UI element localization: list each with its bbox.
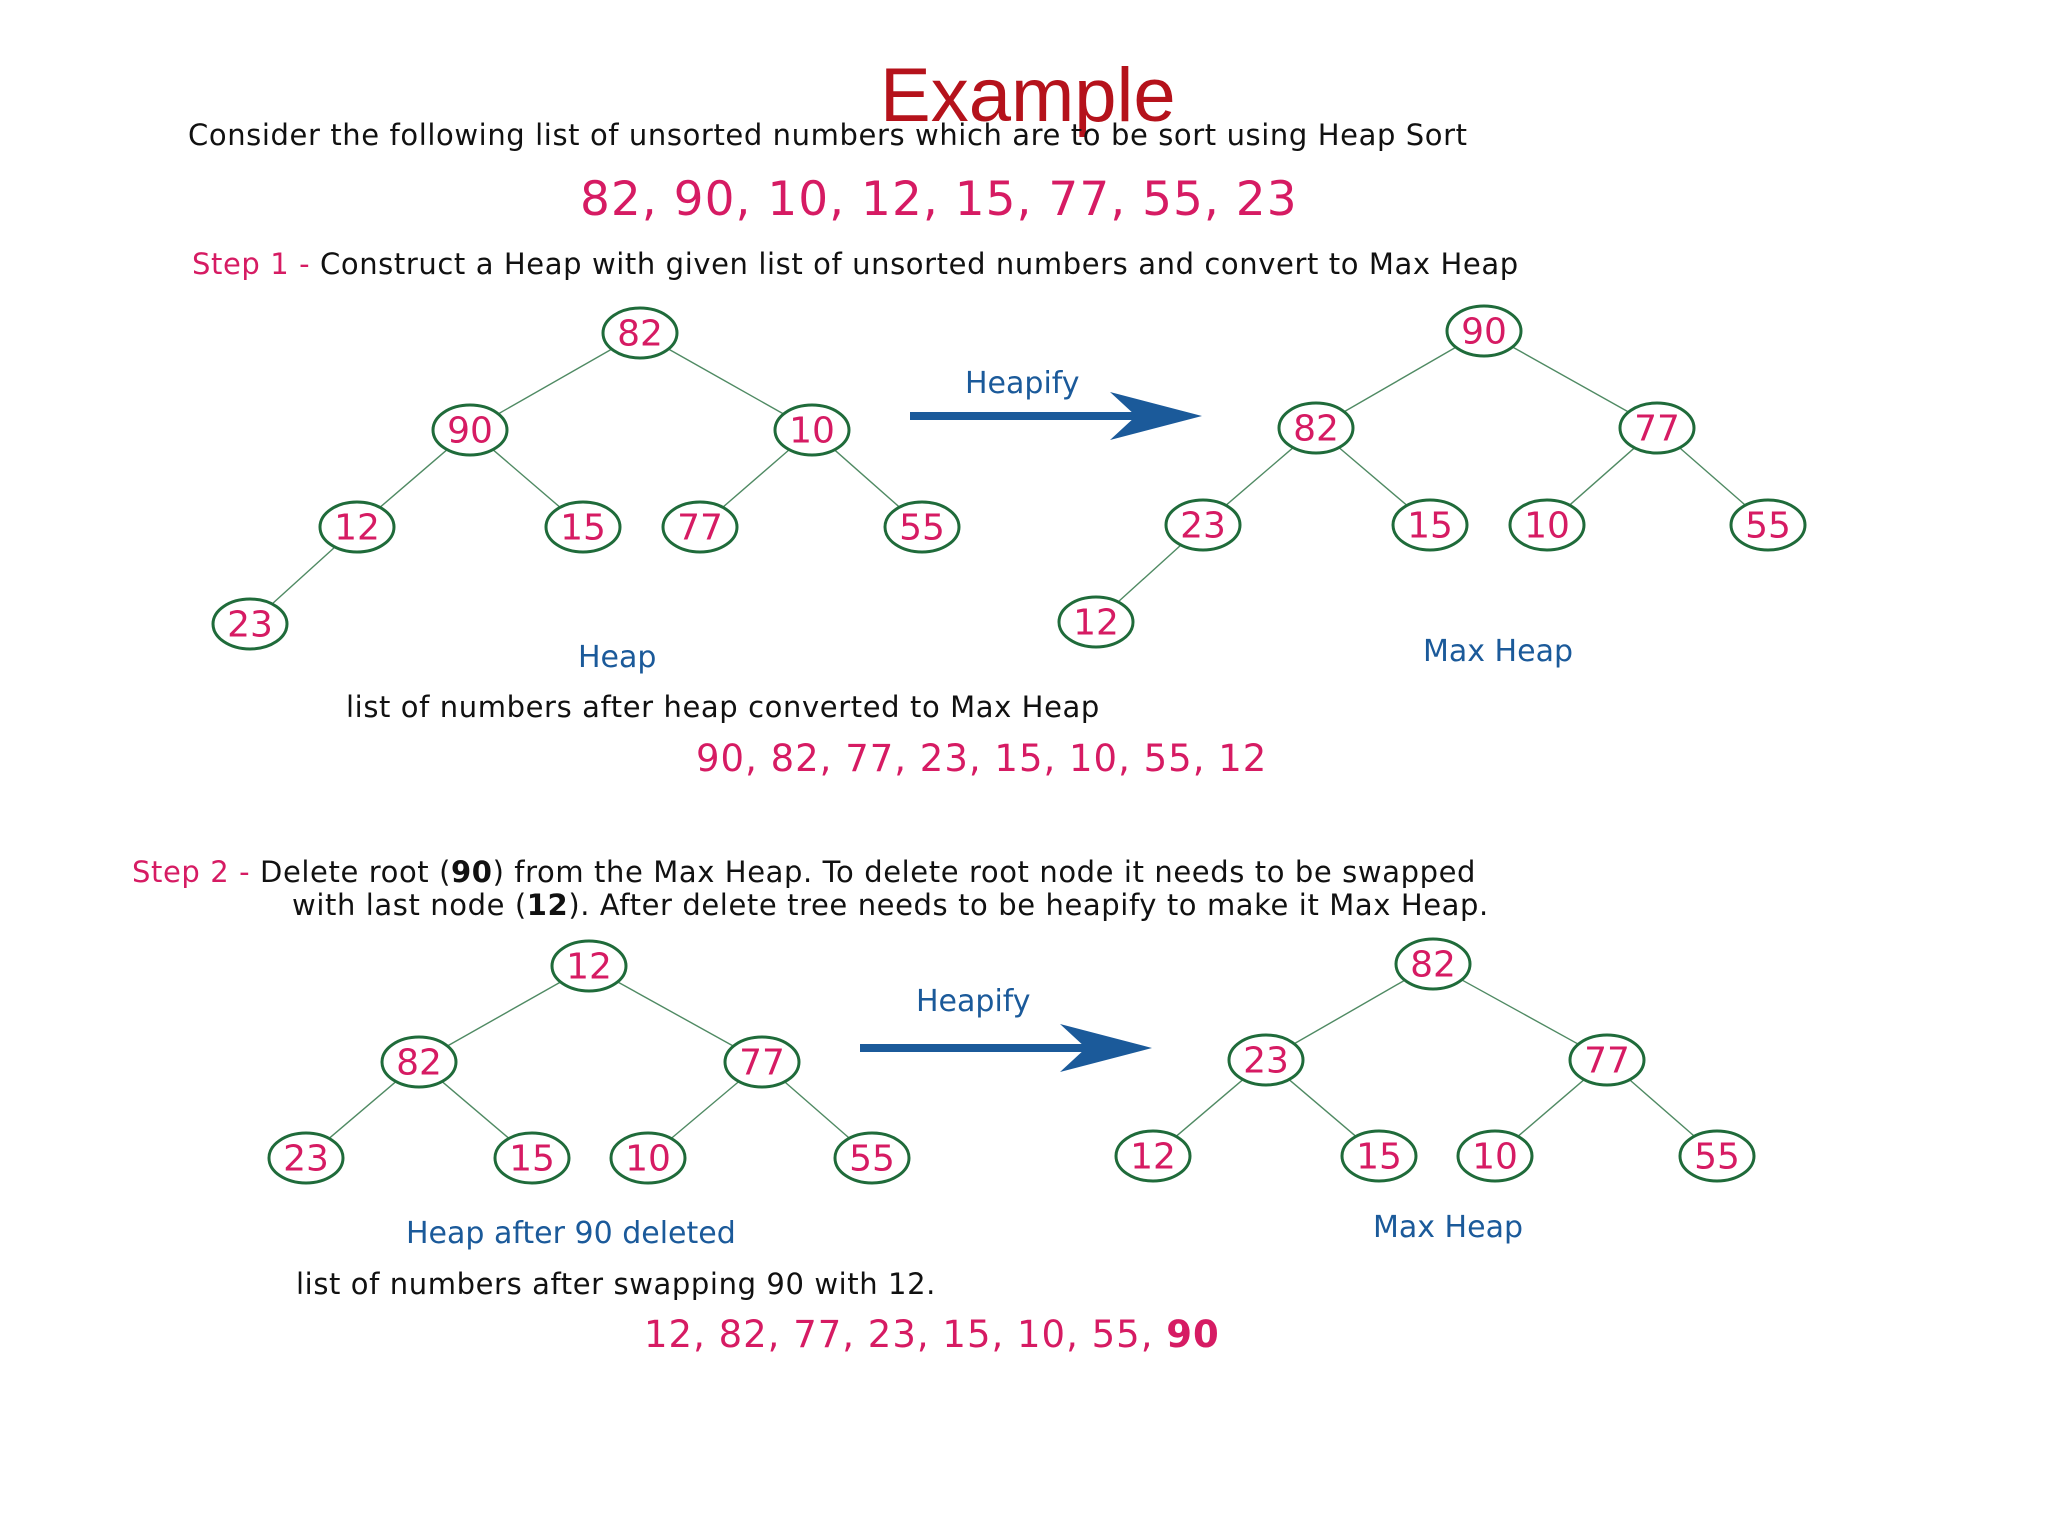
step2-right-node-15	[1342, 1131, 1416, 1181]
step2-left-node-12	[552, 941, 626, 991]
step1-arrow-label: Heapify	[965, 366, 1080, 401]
step2-right-node-82	[1396, 939, 1470, 989]
step1-left-node-82	[603, 308, 677, 358]
step2-line1-pre: Delete root (	[260, 855, 451, 889]
step1-right-node-12	[1059, 597, 1133, 647]
step1-left-node-77	[663, 502, 737, 552]
step1-right-edge	[1507, 344, 1635, 416]
node-value: 82	[1410, 944, 1456, 986]
step1-left-caption: Heap	[578, 640, 657, 675]
step2-right-node-10	[1458, 1131, 1532, 1181]
step2-right-node-12	[1116, 1131, 1190, 1181]
step2-line2-post: ). After delete tree needs to be heapify to make it Max Heap.	[568, 888, 1489, 922]
step1-left-node-90	[433, 405, 507, 455]
step2-result-prefix: 12, 82, 77, 23, 15, 10, 55,	[644, 1313, 1167, 1356]
step2-left-caption: Heap after 90 deleted	[406, 1216, 736, 1251]
step1-heapify-arrow	[910, 392, 1202, 440]
step2-left-node-77	[725, 1037, 799, 1087]
node-value: 15	[1407, 505, 1453, 547]
step2-left-edge	[442, 979, 567, 1049]
node-value: 55	[849, 1138, 895, 1180]
step2-label: Step 2 -	[132, 855, 251, 889]
step1-right-edge	[1567, 445, 1638, 508]
step2-right-node-55	[1680, 1131, 1754, 1181]
step1-left-node-10	[775, 405, 849, 455]
step2-heapify-arrow	[860, 1024, 1152, 1072]
node-value: 23	[1180, 505, 1226, 547]
step1-right-edge	[1115, 542, 1183, 604]
step2-left-node-15	[495, 1133, 569, 1183]
node-value: 12	[566, 946, 612, 988]
node-value: 90	[447, 410, 493, 452]
step1-left-edge	[720, 447, 793, 510]
step1-right-caption: Max Heap	[1423, 634, 1573, 669]
step2-line2-bold: 12	[526, 888, 569, 922]
step1-right-node-55	[1731, 500, 1805, 550]
step1-right-node-15	[1393, 500, 1467, 550]
step1-left-edge	[377, 447, 451, 510]
step2-result-caption: list of numbers after swapping 90 with 12.	[296, 1267, 936, 1301]
step1-right-node-82	[1279, 403, 1353, 453]
node-value: 12	[1073, 602, 1119, 644]
step1-left-node-12	[320, 502, 394, 552]
step2-right-edge	[1515, 1077, 1588, 1139]
node-value: 10	[789, 410, 835, 452]
node-value: 55	[899, 507, 945, 549]
step1-right-edge	[1223, 445, 1297, 508]
step2-right-edge	[1456, 977, 1584, 1048]
node-value: 12	[1130, 1136, 1176, 1178]
node-value: 82	[1293, 408, 1339, 450]
step2-result-bold: 90	[1166, 1313, 1220, 1356]
node-value: 10	[1472, 1136, 1518, 1178]
step2-left-node-10	[611, 1133, 685, 1183]
step2-right-edge	[1173, 1077, 1246, 1139]
unsorted-list: 82, 90, 10, 12, 15, 77, 55, 23	[580, 172, 1298, 227]
node-value: 12	[334, 507, 380, 549]
step2-right-edge	[1627, 1077, 1698, 1139]
step1-text: Construct a Heap with given list of unsorted numbers and convert to Max Heap	[320, 247, 1519, 281]
node-value: 15	[509, 1138, 555, 1180]
step1-left-node-15	[546, 502, 620, 552]
node-value: 82	[617, 313, 663, 355]
step1-right-node-23	[1166, 500, 1240, 550]
step2-line2-pre: with last node (	[292, 888, 527, 922]
step2-right-node-23	[1229, 1035, 1303, 1085]
step2-arrow-label: Heapify	[916, 984, 1031, 1019]
step2-line1-bold: 90	[451, 855, 493, 889]
node-value: 55	[1745, 505, 1791, 547]
step1-right-edge	[1339, 344, 1462, 415]
node-value: 90	[1461, 311, 1507, 353]
node-value: 23	[1243, 1040, 1289, 1082]
step1-right-edge	[1336, 445, 1410, 508]
step2-left-edge	[782, 1079, 853, 1141]
step2-left-edge	[439, 1079, 512, 1141]
step1-left-edge	[493, 346, 618, 417]
node-value: 15	[560, 507, 606, 549]
step2-left-node-82	[382, 1037, 456, 1087]
node-value: 23	[227, 604, 273, 646]
intro-text: Consider the following list of unsorted numbers which are to be sort using Heap Sort	[188, 118, 1468, 152]
node-value: 77	[677, 507, 723, 549]
step2-right-edge	[1286, 1077, 1359, 1139]
step1-result-caption: list of numbers after heap converted to Max Heap	[346, 690, 1100, 724]
node-value: 77	[1584, 1040, 1630, 1082]
step1-label: Step 1 -	[192, 247, 311, 281]
step2-left-node-23	[269, 1133, 343, 1183]
step1-left-node-55	[885, 502, 959, 552]
step1-right-edge	[1677, 445, 1749, 508]
step1-right-node-90	[1447, 306, 1521, 356]
step1-left-edge	[490, 447, 564, 510]
step2-right-edge	[1289, 977, 1411, 1047]
step1-left-node-23	[213, 599, 287, 649]
step2-left-node-55	[835, 1133, 909, 1183]
step2-right-node-77	[1570, 1035, 1644, 1085]
step1-left-edge	[269, 544, 337, 606]
step2-line1-post: ) from the Max Heap. To delete root node it needs to be swapped	[492, 855, 1477, 889]
node-value: 15	[1356, 1136, 1402, 1178]
node-value: 23	[283, 1138, 329, 1180]
step1-left-edge	[663, 346, 790, 417]
step2-right-caption: Max Heap	[1373, 1210, 1523, 1245]
node-value: 55	[1694, 1136, 1740, 1178]
step2-left-edge	[668, 1079, 742, 1142]
node-value: 77	[739, 1042, 785, 1084]
step1-result-list: 90, 82, 77, 23, 15, 10, 55, 12	[696, 737, 1268, 780]
node-value: 10	[1524, 505, 1570, 547]
node-value: 77	[1634, 408, 1680, 450]
node-value: 82	[396, 1042, 442, 1084]
step2-left-edge	[326, 1079, 399, 1141]
step1-left-edge	[832, 447, 903, 510]
step1-right-node-10	[1510, 500, 1584, 550]
page-title: Example	[880, 53, 1176, 138]
node-value: 10	[625, 1138, 671, 1180]
step2-left-edge	[612, 979, 740, 1050]
step1-right-node-77	[1620, 403, 1694, 453]
